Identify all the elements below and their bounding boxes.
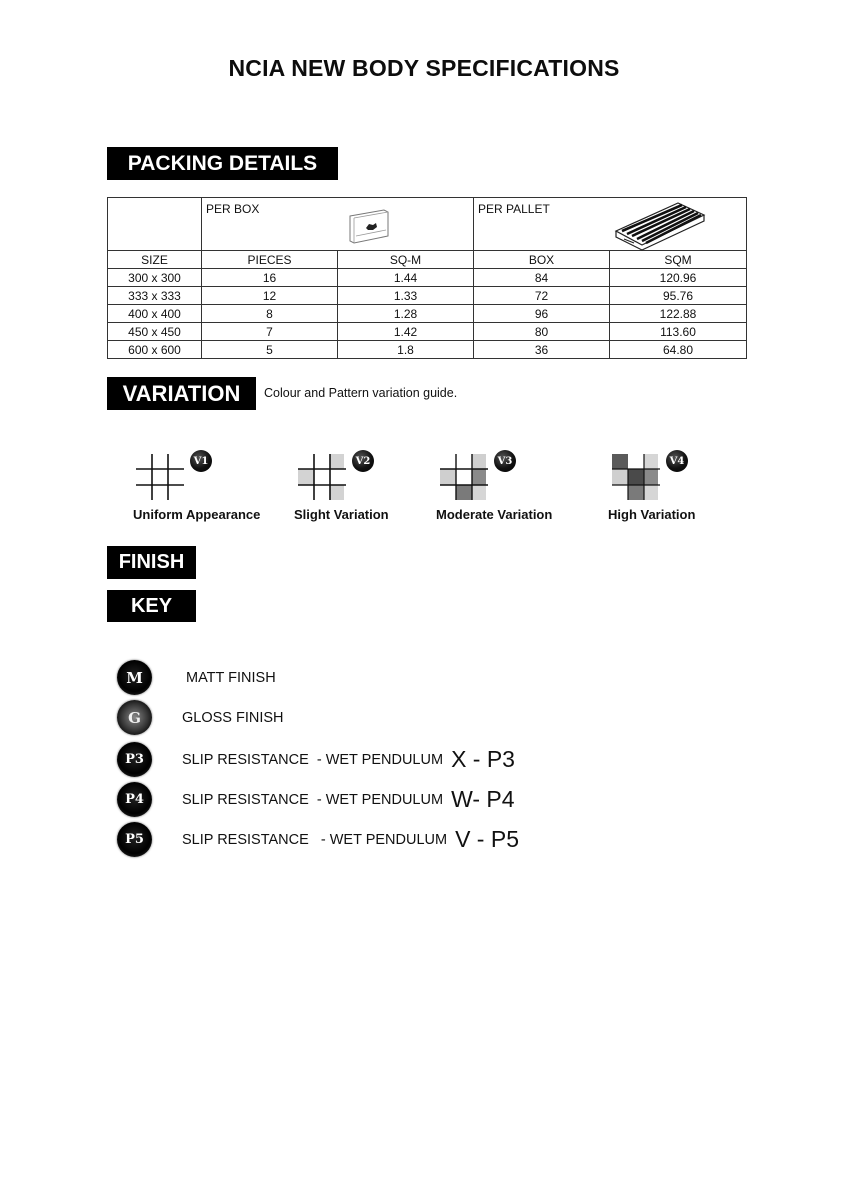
matt-finish-icon: M bbox=[117, 660, 152, 695]
size-cell: 300 x 300 bbox=[108, 269, 202, 287]
v1-badge-icon: V1 bbox=[190, 450, 212, 472]
key-item-text: SLIP RESISTANCE - WET PENDULUM bbox=[182, 751, 444, 768]
key-item-text: SLIP RESISTANCE - WET PENDULUM bbox=[182, 831, 448, 848]
size-cell: 333 x 333 bbox=[108, 287, 202, 305]
slight-variation-grid-icon bbox=[298, 454, 346, 500]
v4-badge-icon: V4 bbox=[666, 450, 688, 472]
page-title: NCIA NEW BODY SPECIFICATIONS bbox=[228, 55, 620, 81]
column-header: PIECES bbox=[202, 251, 338, 269]
boxes-per-pallet-cell: 36 bbox=[474, 341, 610, 359]
slip-rating-value: V - P5 bbox=[455, 826, 519, 852]
key-item-matt bbox=[117, 660, 276, 695]
v2-badge-icon: V2 bbox=[352, 450, 374, 472]
sqm-per-pallet-cell: 120.96 bbox=[610, 269, 747, 287]
variation-item-v2 bbox=[294, 450, 389, 522]
sqm-per-pallet-cell: 122.88 bbox=[610, 305, 747, 323]
sqm-per-box-cell: 1.42 bbox=[338, 323, 474, 341]
pallet-icon bbox=[612, 201, 708, 251]
pieces-cell: 7 bbox=[202, 323, 338, 341]
table-row bbox=[108, 323, 747, 341]
v3-badge-icon: V3 bbox=[494, 450, 516, 472]
p4-slip-rating-icon: P4 bbox=[117, 782, 152, 817]
sqm-per-pallet-cell: 95.76 bbox=[610, 287, 747, 305]
per-box-label: PER BOX bbox=[206, 202, 260, 216]
variation-subtitle: Colour and Pattern variation guide. bbox=[264, 386, 458, 400]
table-row bbox=[108, 269, 747, 287]
table-row bbox=[108, 341, 747, 359]
pieces-cell: 12 bbox=[202, 287, 338, 305]
table-row bbox=[108, 287, 747, 305]
size-cell: 400 x 400 bbox=[108, 305, 202, 323]
key-item-p5 bbox=[117, 822, 519, 857]
sqm-per-box-cell: 1.44 bbox=[338, 269, 474, 287]
variation-item-v3 bbox=[436, 450, 553, 522]
sqm-per-pallet-cell: 113.60 bbox=[610, 323, 747, 341]
tile-box-icon bbox=[346, 206, 392, 246]
packing-details-heading: PACKING DETAILS bbox=[107, 147, 338, 180]
variation-label: Slight Variation bbox=[294, 507, 389, 522]
variation-icon bbox=[136, 450, 209, 500]
boxes-per-pallet-cell: 84 bbox=[474, 269, 610, 287]
pieces-cell: 8 bbox=[202, 305, 338, 323]
boxes-per-pallet-cell: 80 bbox=[474, 323, 610, 341]
variation-item-v4 bbox=[608, 450, 696, 522]
table-column-header-row bbox=[108, 251, 747, 269]
high-variation-grid-icon bbox=[612, 454, 660, 500]
variation-icon bbox=[298, 450, 371, 500]
uniform-grid-icon bbox=[136, 454, 184, 500]
column-header: SQ-M bbox=[338, 251, 474, 269]
boxes-per-pallet-cell: 96 bbox=[474, 305, 610, 323]
p3-slip-rating-icon: P3 bbox=[117, 742, 152, 777]
p5-slip-rating-icon: P5 bbox=[117, 822, 152, 857]
column-header: SIZE bbox=[108, 251, 202, 269]
finish-heading: FINISH bbox=[107, 546, 196, 579]
variation-icon bbox=[440, 450, 513, 500]
key-item-text: MATT FINISH bbox=[186, 669, 276, 686]
sqm-per-box-cell: 1.28 bbox=[338, 305, 474, 323]
table-corner-cell bbox=[108, 198, 202, 251]
key-item-gloss bbox=[117, 700, 284, 735]
slip-rating-value: X - P3 bbox=[451, 746, 515, 772]
slip-rating-value: W- P4 bbox=[451, 786, 515, 812]
per-pallet-label: PER PALLET bbox=[478, 202, 550, 216]
column-header: BOX bbox=[474, 251, 610, 269]
gloss-finish-icon: G bbox=[117, 700, 152, 735]
key-item-p3 bbox=[117, 742, 515, 777]
key-item-p4 bbox=[117, 782, 515, 817]
pieces-cell: 5 bbox=[202, 341, 338, 359]
boxes-per-pallet-cell: 72 bbox=[474, 287, 610, 305]
variation-heading: VARIATION bbox=[107, 377, 256, 410]
size-cell: 450 x 450 bbox=[108, 323, 202, 341]
table-row bbox=[108, 305, 747, 323]
variation-label: Moderate Variation bbox=[436, 507, 553, 522]
variation-item-v1 bbox=[133, 450, 261, 522]
key-item-text: GLOSS FINISH bbox=[182, 709, 284, 726]
variation-label: High Variation bbox=[608, 507, 696, 522]
moderate-variation-grid-icon bbox=[440, 454, 488, 500]
per-box-header bbox=[202, 198, 474, 251]
variation-label: Uniform Appearance bbox=[133, 507, 261, 522]
column-header: SQM bbox=[610, 251, 747, 269]
sqm-per-box-cell: 1.33 bbox=[338, 287, 474, 305]
sqm-per-box-cell: 1.8 bbox=[338, 341, 474, 359]
per-pallet-header bbox=[474, 198, 747, 251]
sqm-per-pallet-cell: 64.80 bbox=[610, 341, 747, 359]
packing-table bbox=[107, 197, 747, 359]
pieces-cell: 16 bbox=[202, 269, 338, 287]
variation-icon bbox=[612, 450, 685, 500]
table-group-header-row bbox=[108, 198, 747, 251]
size-cell: 600 x 600 bbox=[108, 341, 202, 359]
key-heading: KEY bbox=[107, 590, 196, 622]
key-item-text: SLIP RESISTANCE - WET PENDULUM bbox=[182, 791, 444, 808]
